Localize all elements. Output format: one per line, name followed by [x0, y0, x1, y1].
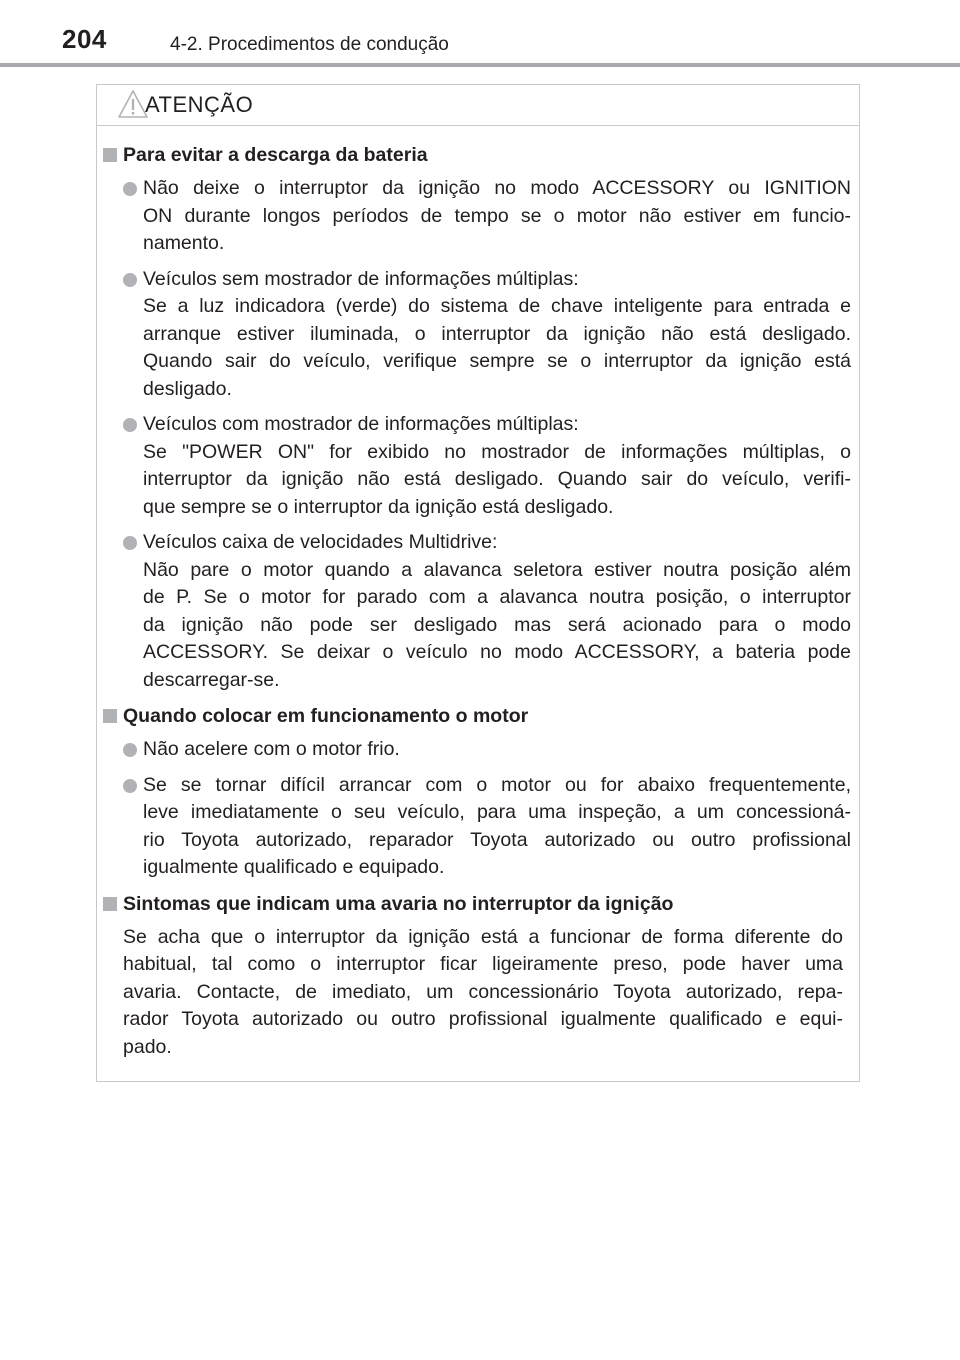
page-number: 204	[62, 24, 107, 54]
section-title: 4-2. Procedimentos de condução	[170, 34, 449, 55]
square-bullet-icon	[103, 709, 117, 723]
list-item: Não acelere com o motor frio.	[103, 736, 851, 764]
list-item: Se se tornar difícil arrancar com o motor ou for abaixo frequentemente, leve imediatamente o seu veículo, para uma inspeção, a um concessioná- rio Toyota autorizado, reparador Toyota autorizado ou outro profissional igualmente qualificado e equipado.	[103, 772, 851, 882]
list-item: Não deixe o interruptor da ignição no modo ACCESSORY ou IGNITION ON durante longos períodos de tempo se o motor não estiver em funcio- namento.	[103, 175, 851, 258]
section-heading: Para evitar a descarga da bateria	[103, 141, 851, 169]
circle-bullet-icon	[123, 743, 137, 757]
list-item: Veículos caixa de velocidades Multidrive: Não pare o motor quando a alavanca seletora estiver noutra posição além de P. Se o motor for parado com a alavanca noutra posição, o interruptor da ignição não pode ser desligado mas será acionado para o modo ACCESSORY. Se deixar o veículo no modo ACCESSORY, a bateria pode descarregar-se.	[103, 529, 851, 694]
square-bullet-icon	[103, 148, 117, 162]
circle-bullet-icon	[123, 779, 137, 793]
list-item: Veículos sem mostrador de informações múltiplas: Se a luz indicadora (verde) do sistema de chave inteligente para entrada e arranque estiver iluminada, o interruptor da ignição não está desligado. Quando sair do veículo, verifique sempre se o interruptor da ignição está desligado.	[103, 266, 851, 404]
warning-content	[97, 141, 859, 1061]
warning-title: ATENÇÃO	[145, 92, 254, 117]
paragraph: Se acha que o interruptor da ignição está a funcionar de forma diferente do habitual, tal como o interruptor ficar ligeiramente preso, pode haver uma avaria. Contacte, de imediato, um concessionário Toyota autorizado, repa- rador Toyota autorizado ou outro profissional igualmente qualificado e equi- pado.	[123, 925, 843, 1058]
warning-box	[96, 84, 860, 1082]
warning-header	[97, 85, 859, 126]
section-heading: Quando colocar em funcionamento o motor	[103, 702, 851, 730]
circle-bullet-icon	[123, 536, 137, 550]
circle-bullet-icon	[123, 418, 137, 432]
square-bullet-icon	[103, 897, 117, 911]
circle-bullet-icon	[123, 182, 137, 196]
circle-bullet-icon	[123, 273, 137, 287]
header-rule	[0, 63, 960, 67]
list-item: Veículos com mostrador de informações múltiplas: Se "POWER ON" for exibido no mostrador de informações múltiplas, o interruptor da ignição não está desligado. Quando sair do veículo, verifi- que sempre se o interruptor da ignição está desligado.	[103, 411, 851, 521]
section-heading: Sintomas que indicam uma avaria no interruptor da ignição	[103, 890, 851, 918]
